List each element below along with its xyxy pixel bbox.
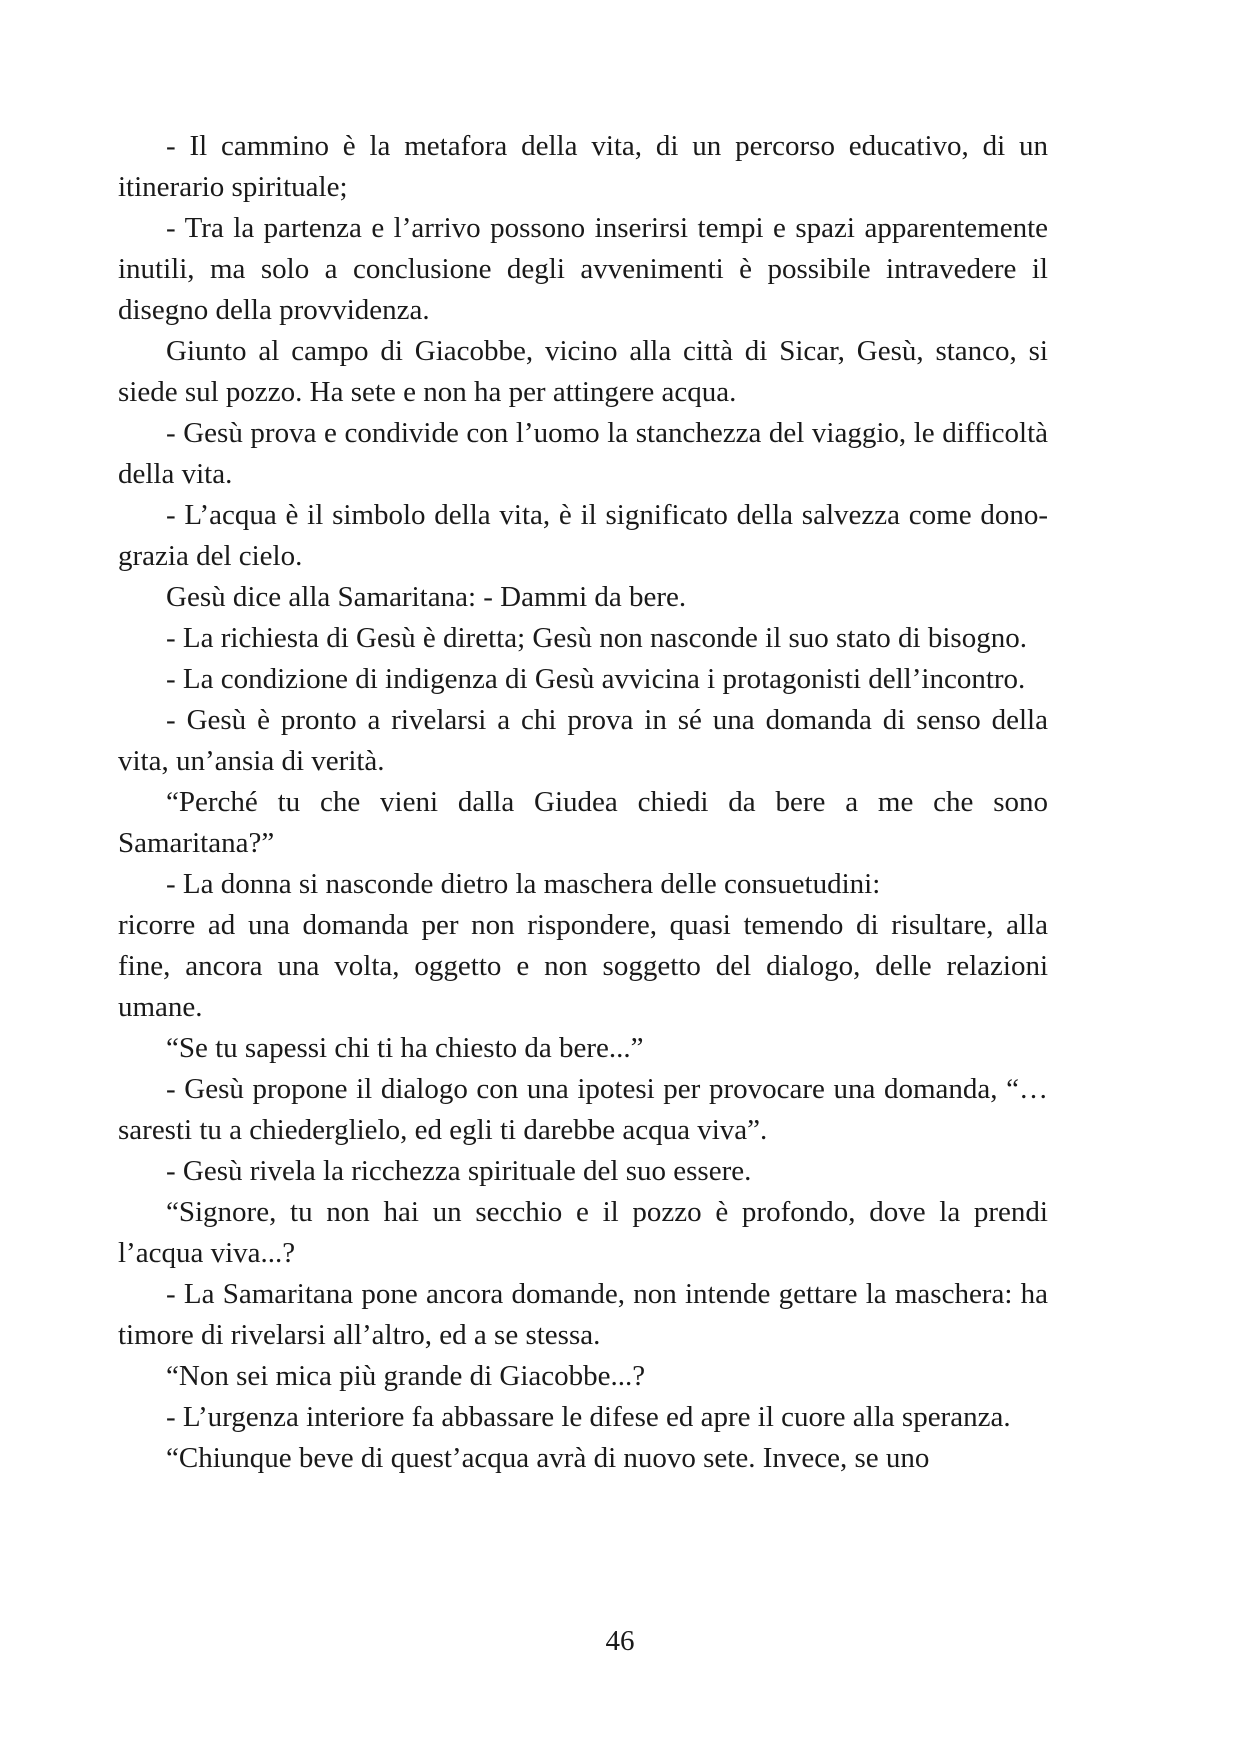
paragraph: - Gesù propone il dialogo con una ipotesi per provocare una domanda, “…saresti tu a chiederglielo, ed egli ti darebbe acqua viva”. bbox=[118, 1073, 1048, 1146]
paragraph: Giunto al campo di Giacobbe, vicino alla città di Sicar, Gesù, stanco, si siede sul pozzo. Ha sete e non ha per attingere acqua. bbox=[118, 335, 1048, 408]
paragraph: - La donna si nasconde dietro la maschera delle consuetudini: bbox=[166, 868, 881, 900]
paragraph: - Gesù è pronto a rivelarsi a chi prova in sé una domanda di senso della vita, un’ansia di verità. bbox=[118, 704, 1048, 777]
paragraph: - L’urgenza interiore fa abbassare le difese ed apre il cuore alla speranza. bbox=[166, 1401, 1011, 1433]
paragraph: - Gesù rivela la ricchezza spirituale del suo essere. bbox=[166, 1155, 752, 1187]
paragraph: - Tra la partenza e l’arrivo possono inserirsi tempi e spazi apparentemente inutili, ma solo a conclusione degli avvenimenti è possibile intravedere il disegno della provvidenza. bbox=[118, 212, 1048, 326]
paragraph: “Se tu sapessi chi ti ha chiesto da bere...” bbox=[166, 1032, 644, 1064]
paragraph: Gesù dice alla Samaritana: - Dammi da bere. bbox=[166, 581, 687, 613]
paragraph: - La Samaritana pone ancora domande, non intende gettare la maschera: ha timore di rivelarsi all’altro, ed a se stessa. bbox=[118, 1278, 1048, 1351]
paragraph: - La condizione di indigenza di Gesù avvicina i protagonisti dell’incontro. bbox=[166, 663, 1026, 695]
paragraph: “Non sei mica più grande di Giacobbe...? bbox=[166, 1360, 646, 1392]
page-number: 46 bbox=[605, 1625, 635, 1657]
paragraph: “Chiunque beve di quest’acqua avrà di nuovo sete. Invece, se uno bbox=[166, 1442, 930, 1474]
paragraph: - L’acqua è il simbolo della vita, è il significato della salvezza come dono-grazia del cielo. bbox=[118, 499, 1048, 572]
paragraph: - La richiesta di Gesù è diretta; Gesù non nasconde il suo stato di bisogno. bbox=[166, 622, 1027, 654]
body-text bbox=[118, 126, 1048, 1479]
paragraph: “Perché tu che vieni dalla Giudea chiedi da bere a me che sono Samaritana?” bbox=[118, 786, 1048, 859]
paragraph: ricorre ad una domanda per non rispondere, quasi temendo di risultare, alla fine, ancora una volta, oggetto e non soggetto del dialogo, delle relazioni umane. bbox=[118, 909, 1048, 1023]
paragraph: - Il cammino è la metafora della vita, di un percorso educativo, di un itinerario spirituale; bbox=[118, 130, 1048, 203]
paragraph: - Gesù prova e condivide con l’uomo la stanchezza del viaggio, le difficoltà della vita. bbox=[118, 417, 1048, 490]
paragraph: “Signore, tu non hai un secchio e il pozzo è profondo, dove la prendi l’acqua viva...? bbox=[118, 1196, 1048, 1269]
